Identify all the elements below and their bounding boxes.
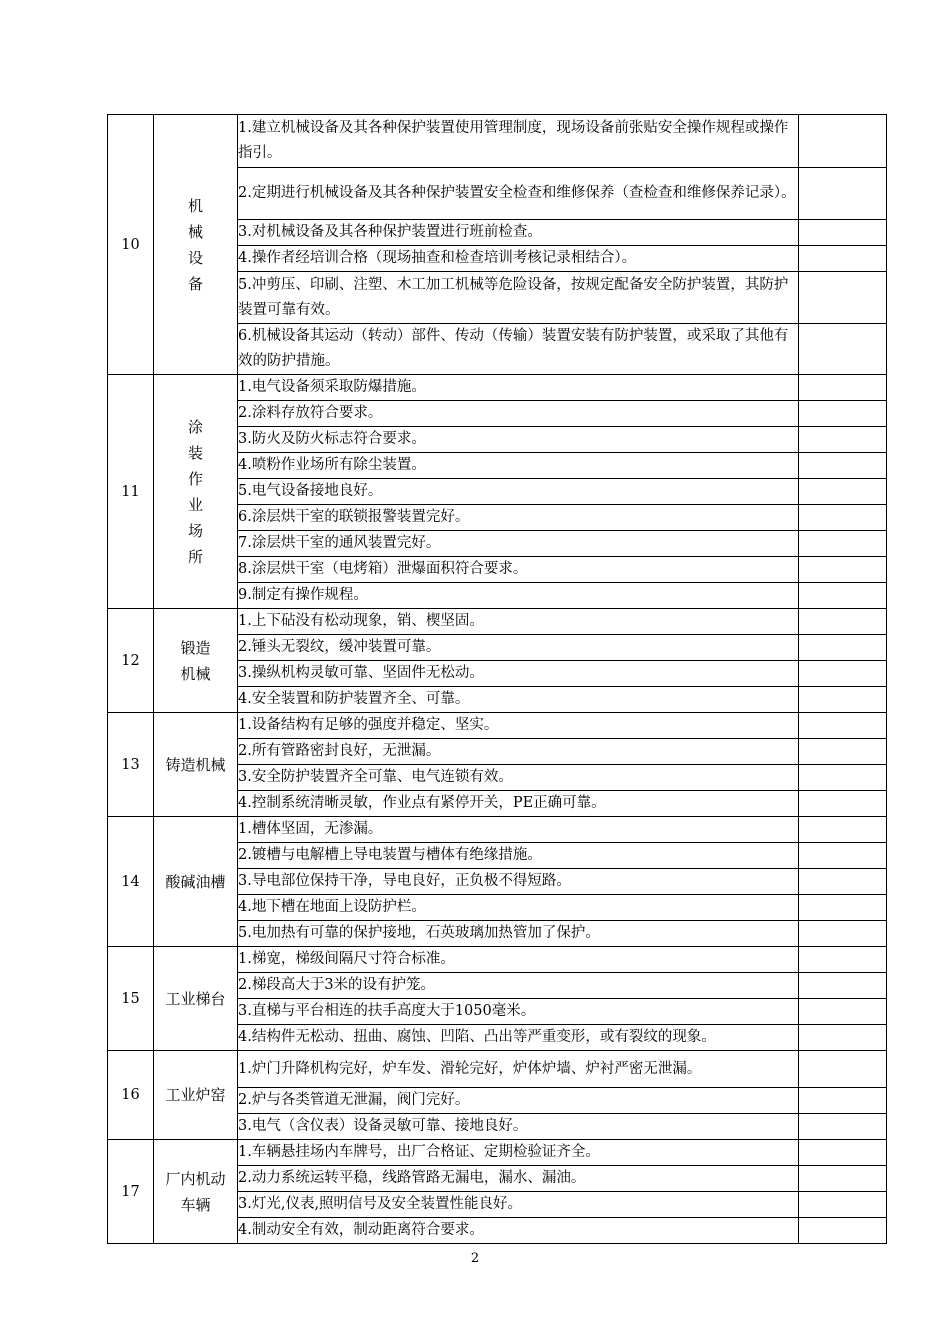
category-line: 工业炉窑 — [165, 1086, 226, 1104]
check-item-text: 1.炉门升降机构完好，炉车发、滑轮完好，炉体炉墙、炉衬严密无泄漏。 — [238, 1051, 799, 1088]
checklist-row — [108, 115, 887, 168]
check-result-cell[interactable] — [799, 427, 887, 453]
check-item-text: 4.喷粉作业场所有除尘装置。 — [238, 453, 799, 479]
checklist-row — [108, 713, 887, 739]
check-item-text: 5.电加热有可靠的保护接地，石英玻璃加热管加了保护。 — [238, 921, 799, 947]
check-item-text: 6.涂层烘干室的联锁报警装置完好。 — [238, 505, 799, 531]
section-number: 11 — [108, 375, 154, 609]
check-result-cell[interactable] — [799, 661, 887, 687]
check-result-cell[interactable] — [799, 583, 887, 609]
section-category — [154, 115, 238, 375]
check-result-cell[interactable] — [799, 220, 887, 246]
category-line: 铸造机械 — [165, 755, 226, 774]
check-result-cell[interactable] — [799, 375, 887, 401]
checklist-row — [108, 1051, 887, 1088]
checklist-row — [108, 947, 887, 973]
section-number: 15 — [108, 947, 154, 1051]
check-result-cell[interactable] — [799, 895, 887, 921]
check-result-cell[interactable] — [799, 947, 887, 973]
check-result-cell[interactable] — [799, 1140, 887, 1166]
check-item-text: 9.制定有操作规程。 — [238, 583, 799, 609]
section-category — [154, 817, 238, 947]
section-number: 16 — [108, 1051, 154, 1140]
check-result-cell[interactable] — [799, 791, 887, 817]
checklist-row — [108, 375, 887, 401]
section-category — [154, 1140, 238, 1244]
section-number: 17 — [108, 1140, 154, 1244]
section-number: 13 — [108, 713, 154, 817]
check-result-cell[interactable] — [799, 687, 887, 713]
check-item-text: 4.结构件无松动、扭曲、腐蚀、凹陷、凸出等严重变形，或有裂纹的现象。 — [238, 1025, 799, 1051]
check-result-cell[interactable] — [799, 505, 887, 531]
check-item-text: 8.涂层烘干室（电烤箱）泄爆面积符合要求。 — [238, 557, 799, 583]
check-result-cell[interactable] — [799, 817, 887, 843]
check-item-text: 1.上下砧没有松动现象，销、楔坚固。 — [238, 609, 799, 635]
inspection-checklist-table — [107, 114, 887, 1244]
check-result-cell[interactable] — [799, 1051, 887, 1088]
checklist-row — [108, 817, 887, 843]
check-result-cell[interactable] — [799, 324, 887, 375]
check-result-cell[interactable] — [799, 453, 887, 479]
category-line: 机械 — [180, 664, 211, 683]
check-item-text: 2.锤头无裂纹，缓冲装置可靠。 — [238, 635, 799, 661]
check-item-text: 4.操作者经培训合格（现场抽查和检查培训考核记录相结合）。 — [238, 246, 799, 272]
check-result-cell[interactable] — [799, 713, 887, 739]
check-item-text: 3.灯光,仪表,照明信号及安全装置性能良好。 — [238, 1192, 799, 1218]
check-item-text: 5.冲剪压、印刷、注塑、木工加工机械等危险设备，按规定配备安全防护装置，其防护装置可靠有效。 — [238, 272, 799, 324]
check-item-text: 2.梯段高大于3米的设有护笼。 — [238, 973, 799, 999]
check-result-cell[interactable] — [799, 869, 887, 895]
checklist-row — [108, 609, 887, 635]
check-item-text: 3.直梯与平台相连的扶手高度大于1050毫米。 — [238, 999, 799, 1025]
category-line: 锻造 — [180, 638, 211, 657]
check-result-cell[interactable] — [799, 246, 887, 272]
category-text: 涂装作业场所 — [187, 417, 203, 566]
check-item-text: 1.槽体坚固，无渗漏。 — [238, 817, 799, 843]
section-number: 12 — [108, 609, 154, 713]
category-line: 车辆 — [180, 1195, 211, 1214]
check-result-cell[interactable] — [799, 635, 887, 661]
check-result-cell[interactable] — [799, 1025, 887, 1051]
check-item-text: 3.导电部位保持干净，导电良好，正负极不得短路。 — [238, 869, 799, 895]
check-item-text: 3.安全防护装置齐全可靠、电气连锁有效。 — [238, 765, 799, 791]
check-result-cell[interactable] — [799, 843, 887, 869]
category-line: 厂内机动 — [165, 1169, 226, 1188]
check-item-text: 4.制动安全有效，制动距离符合要求。 — [238, 1218, 799, 1244]
check-item-text: 1.电气设备须采取防爆措施。 — [238, 375, 799, 401]
page-number: 2 — [470, 1251, 480, 1266]
check-item-text: 4.地下槽在地面上设防护栏。 — [238, 895, 799, 921]
check-item-text: 7.涂层烘干室的通风装置完好。 — [238, 531, 799, 557]
check-result-cell[interactable] — [799, 168, 887, 220]
section-category — [154, 1051, 238, 1140]
check-item-text: 2.定期进行机械设备及其各种保护装置安全检查和维修保养（查检查和维修保养记录）。 — [238, 168, 799, 220]
check-result-cell[interactable] — [799, 609, 887, 635]
check-item-text: 3.电气（含仪表）设备灵敏可靠、接地良好。 — [238, 1114, 799, 1140]
section-number: 14 — [108, 817, 154, 947]
check-result-cell[interactable] — [799, 1088, 887, 1114]
check-result-cell[interactable] — [799, 1218, 887, 1244]
check-item-text: 1.设备结构有足够的强度并稳定、坚实。 — [238, 713, 799, 739]
section-category — [154, 713, 238, 817]
section-category — [154, 375, 238, 609]
check-item-text: 1.梯宽，梯级间隔尺寸符合标准。 — [238, 947, 799, 973]
check-result-cell[interactable] — [799, 401, 887, 427]
check-item-text: 1.建立机械设备及其各种保护装置使用管理制度，现场设备前张贴安全操作规程或操作指引。 — [238, 115, 799, 168]
check-item-text: 2.镀槽与电解槽上导电装置与槽体有绝缘措施。 — [238, 843, 799, 869]
check-result-cell[interactable] — [799, 479, 887, 505]
check-result-cell[interactable] — [799, 1192, 887, 1218]
section-category — [154, 609, 238, 713]
category-text: 机械设备 — [187, 196, 203, 293]
check-result-cell[interactable] — [799, 765, 887, 791]
check-item-text: 2.所有管路密封良好，无泄漏。 — [238, 739, 799, 765]
check-item-text: 2.炉与各类管道无泄漏，阀门完好。 — [238, 1088, 799, 1114]
check-item-text: 5.电气设备接地良好。 — [238, 479, 799, 505]
section-number: 10 — [108, 115, 154, 375]
check-item-text: 3.对机械设备及其各种保护装置进行班前检查。 — [238, 220, 799, 246]
check-result-cell[interactable] — [799, 272, 887, 324]
check-result-cell[interactable] — [799, 739, 887, 765]
check-result-cell[interactable] — [799, 999, 887, 1025]
check-result-cell[interactable] — [799, 973, 887, 999]
checklist-row — [108, 1140, 887, 1166]
check-item-text: 6.机械设备其运动（转动）部件、传动（传输）装置安装有防护装置，或采取了其他有效的防护措施。 — [238, 324, 799, 375]
check-item-text: 1.车辆悬挂场内车牌号，出厂合格证、定期检验证齐全。 — [238, 1140, 799, 1166]
check-result-cell[interactable] — [799, 115, 887, 168]
check-result-cell[interactable] — [799, 921, 887, 947]
check-result-cell[interactable] — [799, 557, 887, 583]
category-line: 工业梯台 — [165, 989, 226, 1008]
section-category — [154, 947, 238, 1051]
check-result-cell[interactable] — [799, 1166, 887, 1192]
check-item-text: 3.防火及防火标志符合要求。 — [238, 427, 799, 453]
check-item-text: 3.操纵机构灵敏可靠、坚固件无松动。 — [238, 661, 799, 687]
check-result-cell[interactable] — [799, 1114, 887, 1140]
check-item-text: 2.动力系统运转平稳，线路管路无漏电，漏水、漏油。 — [238, 1166, 799, 1192]
check-item-text: 4.控制系统清晰灵敏，作业点有紧停开关，PE正确可靠。 — [238, 791, 799, 817]
check-item-text: 4.安全装置和防护装置齐全、可靠。 — [238, 687, 799, 713]
check-item-text: 2.涂料存放符合要求。 — [238, 401, 799, 427]
category-line: 酸碱油槽 — [165, 872, 226, 891]
check-result-cell[interactable] — [799, 531, 887, 557]
